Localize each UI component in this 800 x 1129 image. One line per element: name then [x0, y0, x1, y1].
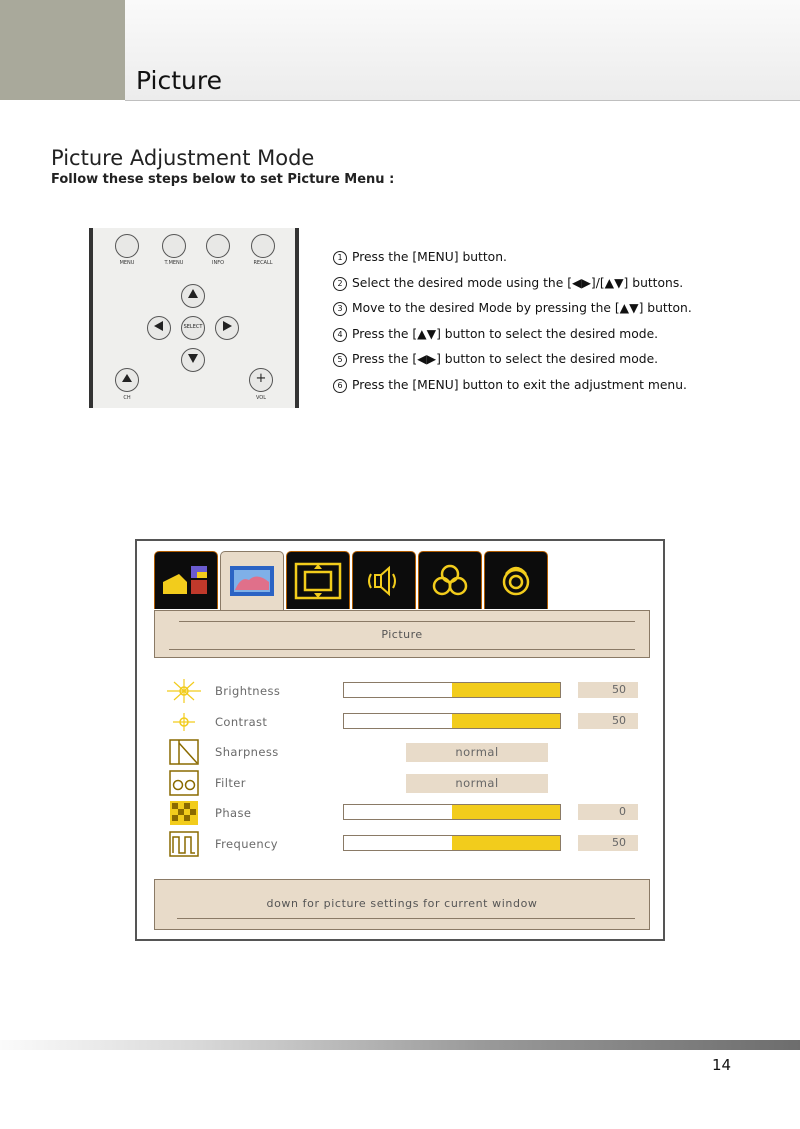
contrast-icon: [165, 709, 203, 735]
osd-help-text: down for picture settings for current window: [266, 897, 538, 910]
phase-icon: [165, 800, 203, 826]
picture-icon: [227, 560, 279, 602]
remote-label: VOL: [255, 395, 267, 401]
remote-label: T.MENU: [164, 260, 184, 266]
osd-row-label: Contrast: [215, 715, 268, 729]
filter-select[interactable]: normal: [406, 774, 548, 793]
osd-row-label: Phase: [215, 806, 252, 820]
remote-label: CH: [123, 395, 131, 401]
osd-menu: [135, 539, 665, 941]
remote-tmenu-button: [162, 234, 186, 258]
remote-right-button: [215, 316, 239, 340]
phase-slider[interactable]: [343, 804, 561, 820]
sharpness-select[interactable]: normal: [406, 743, 548, 762]
remote-control-illustration: [89, 228, 299, 408]
slider-fill: [452, 805, 560, 819]
osd-row-brightness[interactable]: [157, 678, 647, 704]
remote-up-button: [181, 284, 205, 308]
tab-sound[interactable]: [352, 551, 416, 609]
tab-setup[interactable]: [484, 551, 548, 609]
slider-fill: [452, 683, 560, 697]
slider-fill: [452, 836, 560, 850]
remote-down-button: [181, 348, 205, 372]
section-title: Picture Adjustment Mode: [51, 146, 315, 170]
tab-color[interactable]: [418, 551, 482, 609]
step-item: 2 Select the desired mode using the [◀▶]/[▲▼] buttons.: [333, 276, 763, 302]
sound-icon: [359, 560, 411, 602]
remote-select-button: SELECT: [181, 316, 205, 340]
osd-row-filter[interactable]: [157, 770, 647, 796]
page-number: 14: [712, 1056, 732, 1074]
osd-row-frequency[interactable]: [157, 831, 647, 857]
remote-menu-button: [115, 234, 139, 258]
setup-icon: [491, 560, 543, 602]
remote-label: RECALL: [253, 260, 273, 266]
remote-label: INFO: [211, 260, 225, 266]
frequency-value: 50: [578, 835, 638, 851]
brightness-value: 50: [578, 682, 638, 698]
brightness-slider[interactable]: [343, 682, 561, 698]
input-source-icon: [161, 560, 213, 602]
osd-row-label: Filter: [215, 776, 246, 790]
contrast-value: 50: [578, 713, 638, 729]
step-item: 6 Press the [MENU] button to exit the adjustment menu.: [333, 378, 763, 404]
frequency-icon: [165, 831, 203, 857]
remote-left-button: [147, 316, 171, 340]
osd-row-sharpness[interactable]: [157, 739, 647, 765]
remote-ch-up-button: [115, 368, 139, 392]
osd-row-contrast[interactable]: [157, 709, 647, 735]
screen-size-icon: [293, 560, 345, 602]
osd-panel-title: [154, 610, 650, 658]
osd-row-label: Brightness: [215, 684, 281, 698]
section-subtitle: Follow these steps below to set Picture Menu :: [51, 172, 395, 187]
osd-row-label: Sharpness: [215, 745, 279, 759]
contrast-slider[interactable]: [343, 713, 561, 729]
remote-recall-button: [251, 234, 275, 258]
slider-fill: [452, 714, 560, 728]
header-rule: [125, 100, 800, 101]
step-item: 3 Move to the desired Mode by pressing the [▲▼] button.: [333, 301, 763, 327]
osd-row-label: Frequency: [215, 837, 279, 851]
sharpness-icon: [165, 739, 203, 765]
frequency-slider[interactable]: [343, 835, 561, 851]
page-title: Picture: [136, 66, 222, 95]
step-item: 1 Press the [MENU] button.: [333, 250, 763, 276]
osd-row-phase[interactable]: [157, 800, 647, 826]
brightness-icon: [165, 678, 203, 704]
tab-picture[interactable]: [220, 551, 284, 613]
step-item: 4 Press the [▲▼] button to select the desired mode.: [333, 327, 763, 353]
steps-list: [333, 250, 763, 403]
header-band: [125, 0, 800, 100]
osd-help-bar: [154, 879, 650, 930]
tab-input-source[interactable]: [154, 551, 218, 609]
remote-vol-plus-button: +: [249, 368, 273, 392]
tab-screen-size[interactable]: [286, 551, 350, 609]
remote-label: MENU: [119, 260, 135, 266]
phase-value: 0: [578, 804, 638, 820]
color-icon: [425, 560, 477, 602]
step-item: 5 Press the [◀▶] button to select the desired mode.: [333, 352, 763, 378]
footer-gradient-bar: [0, 1040, 800, 1050]
osd-panel-title-text: Picture: [381, 628, 423, 641]
header-accent-block: [0, 0, 125, 100]
remote-info-button: [206, 234, 230, 258]
filter-icon: [165, 770, 203, 796]
